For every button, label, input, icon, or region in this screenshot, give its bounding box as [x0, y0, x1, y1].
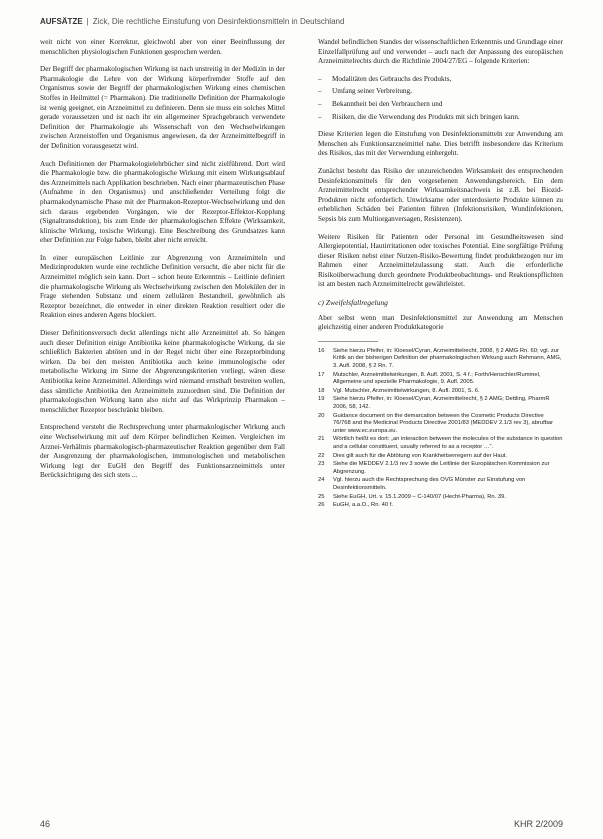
footnote: [318, 494, 563, 502]
footnote-text: Vgl. Mutschler, Arzneimittelwirkungen, 8. Aufl. 2001, S. 6.: [333, 387, 480, 394]
footnote: [318, 413, 563, 436]
footnote-text: Siehe hierzu Pfeifer, in: Kloesel/Cyran, Arzneimittelrecht, 2008, § 2 AMG Rn. 60; vgl. zur Kritik an der bisherigen Definition der pharmakologischen Wirkung auch Rehmann, AMG, 3. Aufl. 2008, § 2 Rn. 7.: [333, 347, 562, 370]
footnote-number: 24: [318, 477, 325, 484]
footnote-number: 21: [318, 436, 325, 443]
journal-issue: KHR 2/2009: [513, 819, 563, 829]
footnote-number: 16: [318, 347, 325, 354]
left-column: [40, 38, 285, 489]
footnote: [318, 396, 563, 411]
paragraph: Zunächst besteht das Risiko der unzureichenden Wirksamkeit des entsprechenden Desinfektionsmittels für den vorgesehenen Anwendungsbereich. Ein dem Arzneimittelrecht entsprechender Wirksamkeitsnachweis ist z.B. bei Biozid-Produkten nicht erforderlich. Unwirksame oder unterdosierte Produkte können zu erheblichen Schäden bei Patienten führen (Infektionsrisiken, Wundinfektionen, Sepsis bis zum Multiorganversagen, Resistenzen).: [318, 166, 563, 223]
footnote: [318, 502, 563, 510]
page-footer: [40, 819, 563, 829]
footnote-number: 22: [318, 452, 325, 459]
footnote-text: Wörtlich heißt es dort: „an interaction between the molecules of the substance in question and a cellular constituent, usually referred to as a receptor …“.: [333, 436, 563, 450]
footnote: [318, 436, 563, 451]
footnote: [318, 372, 563, 387]
section-label: AUFSÄTZE: [40, 16, 83, 26]
footnote-text: Dies gilt auch für die Abtötung von Krankheitserregern auf der Haut.: [333, 452, 508, 459]
footnote-text: Siehe die MEDDEV 2.1/3 rev 3 sowie die Leitlinie der Europäischen Kommission zur Abgrenzung.: [333, 461, 550, 475]
paragraph: Aber selbst wenn man Desinfektionsmittel zur Anwendung am Menschen gleichzeitig einer anderen Produktkategorie: [318, 313, 563, 332]
footnote-number: 25: [318, 493, 325, 500]
list-item: – Modalitäten des Gebrauchs des Produkts,: [318, 75, 563, 85]
footnote-number: 17: [318, 371, 325, 378]
footnote: [318, 453, 563, 461]
footnote-number: 18: [318, 387, 325, 394]
footnotes: [318, 348, 563, 510]
footnote-text: EuGH, a.a.O., Rn. 40 f.: [333, 502, 393, 509]
paragraph: Auch Definitionen der Pharmakologielehrbücher sind nicht zielführend. Dort wird die Pharmakologie bzw. die pharmakologische Wirkung mit einem Wirkungsablauf des Arzneimittels nach Applikation beschrieben. Nach einer pharmazeutischen Phase (Aufnahme in den Organismus) und anschließender Verteilung folgt die pharmakodynamische Phase mit der Pharmakon-Rezeptor-Wechselwirkung und den sich daraus ergebenden Vorgängen, wie der Rezeptor-Effektor-Kopplung (Signaltransduktion), bis zum Ende der pharmakologischen Effekte (Wirksamkeit, klinische Wirkung, toxische Wirkung). Eine Beschreibung des Grundsatzes kann eher Definition zur Folge haben, bleibt aber nicht erreicht.: [40, 159, 285, 245]
paragraph: In einer europäischen Leitlinie zur Abgrenzung von Arzneimitteln und Medizinprodukten wurde eine rechtliche Definition versucht, die aber nicht für die Arzneimittel möglich sein kann. Dort – schon heute Erkenntnis – Leitlinie definiert die pharmakologische Wirkung als Wechselwirkung zwischen den Molekülen der in Frage stehenden Substanz und einem zellulären Bestandteil, gewöhnlich als Rezeptor bezeichnet, die entweder in einer direkten Reaktion resultiert oder die Reaktion eines anderen Agens blockiert.: [40, 253, 285, 320]
footnote-text: Guidance document on the demarcation between the Cosmetic Products Directive 76/768 and the Medicinal Products Directive 2001/83 (MEDDEV 2.1/3 rev 3), abrufbar unter www.ec.europa.eu.: [333, 412, 554, 434]
header-separator: |: [86, 16, 89, 26]
footnote-number: 26: [318, 502, 325, 509]
section-heading: c) Zweifelsfallregelung: [318, 298, 388, 308]
paragraph: Der Begriff der pharmakologischen Wirkung ist nach unstreitig in der Medizin in der Pharmakologie die Lehre von der Wirkung körperfremder Stoffe auf den Organismus sowie der Begriff der pharmakologischen Wirkung eines chemischen Stoffes in Heilmittel (= Pharmakon). Die traditionelle Definition der Pharmakologie ist wenig geeignet, ein Arzneimittel zu definieren. Denn sie muss ein solches Mittel gerade voraussetzen und ist nach ihr ein allgemeiner Sprachgebrauch verwendete Definition der Pharmakologie als Wissenschaft von den Wechselwirkungen zwischen Arzneistoffen und Organismus angewiesen, da der Arzneimittelbegriff in der Definition vorausgesetzt wird.: [40, 65, 285, 150]
criteria-list: [318, 75, 563, 122]
paragraph: weit nicht von einer Korrektur, gleichwohl aber von einer Beeinflussung der menschlichen physiologischen Funktionen gesprochen werden.: [40, 38, 285, 56]
footnote-text: Mutschler, Arzneimittelwirkungen, 8. Aufl. 2001, S. 4 f.; Forth/Henschler/Rummel, Allgemeine und spezielle Pharmakologie, 9. Aufl. 2005.: [333, 371, 541, 386]
list-item: – Bekanntheit bei den Verbrauchern und: [318, 100, 563, 110]
footnote-text: Siehe EuGH, Urt. v. 15.1.2009 – C-140/07 (Hecht-Pharma), Rn. 39.: [333, 493, 506, 500]
footnote: [318, 461, 563, 476]
footnote-number: 19: [318, 396, 325, 403]
running-header: [40, 14, 563, 28]
footnote-number: 23: [318, 461, 325, 468]
footnote-number: 20: [318, 412, 325, 419]
footnote: [318, 477, 563, 492]
paragraph: Diese Kriterien legen die Einstufung von Desinfektionsmitteln zur Anwendung am Menschen als Funktionsarzneimittel nahe. Dies betrifft insbesondere das Kriterium des Risikos, das mit der Verwendung einhergeht.: [318, 130, 563, 158]
footnote-text: Vgl. hierzu auch die Rechtsprechung des OVG Münster zur Einstufung von Desinfektionsmitteln.: [333, 477, 526, 491]
footnote-divider: [318, 341, 378, 342]
list-item: – Risiken, die die Verwendung des Produkts mit sich bringen kann.: [318, 113, 563, 123]
footnote: [318, 348, 563, 371]
paragraph: Weitere Risiken für Patienten oder Personal im Gesundheitswesen sind Allergiepotential, Hautirritationen oder toxisches Potential. Eine sorgfältige Prüfung dieser Risiken nebst einer Nutzen-Risiko-Bewertung findet produktbezogen nur im Rahmen einer Arzneimittelzulassung statt. Auch die erforderliche Risikoüberwachung durch geordnete Produktbeobachtungs- und Reaktionspflichten ist am besten nach Arzneimittelrecht gewährleistet.: [318, 232, 563, 289]
paragraph: Entsprechend versteht die Rechtsprechung unter pharmakologischer Wirkung auch eine Wechselwirkung mit auf dem Körper befindlichen Keimen. Vergleichen im Arznei-Verhältnis pharmakologisch-pharmazeutischer Reaktion gegenüber dem Fall der Ausgrenzung der pharmakologischen, immunologischen und metabolischen Wirkung legt der EuGH den Begriff des Funktionsarzneimittels unter Berücksichtigung des sich stets ...: [40, 423, 285, 480]
running-title: Zick, Die rechtliche Einstufung von Desinfektionsmitteln in Deutschland: [92, 16, 345, 26]
footnote: [318, 388, 563, 396]
page-number: 46: [40, 819, 51, 829]
footnote-text: Siehe hierzu Pfeifer, in: Kloesel/Cyran, Arzneimittelrecht, § 2 AMG; Dettling, PharmR 2006, 58, 142.: [333, 396, 550, 410]
paragraph: Wandel befindlichen Standes der wissenschaftlichen Erkenntnis und Grundlage einer Einzelfallprüfung auf und verwendet – auch nach der Anpassung des europäischen Arzneimittelrechts durch die Richtlinie 2004/27/EG – folgende Kriterien:: [318, 38, 563, 66]
paragraph: Dieser Definitionsversuch deckt allerdings nicht alle Arzneimittel ab. So hängen auch dieser Definition einige Antibiotika keine pharmakologische Wirkung, da sie schließlich Bakterien abtöten und in der Regel nicht über eine Rezeptorbindung wirken. Da bei den meisten Antibiotika auch keine immunologische oder metabolische Wirkung im Sinne der Abgrenzungskriterien vorliegt, wären diese Antibiotika keine Arzneimittel. Allerdings wird niemand ernsthaft bestreiten wollen, dass sämtliche Antibiotika den Arzneimitteln zuzuordnen sind. Die Definition der pharmakologischen Wirkung kann also nicht auf das Wirkprinzip Pharmakon – menschlicher Rezeptor beschränkt bleiben.: [40, 329, 285, 414]
right-column: [318, 38, 563, 511]
list-item: – Umfang seiner Verbreitung,: [318, 87, 563, 97]
